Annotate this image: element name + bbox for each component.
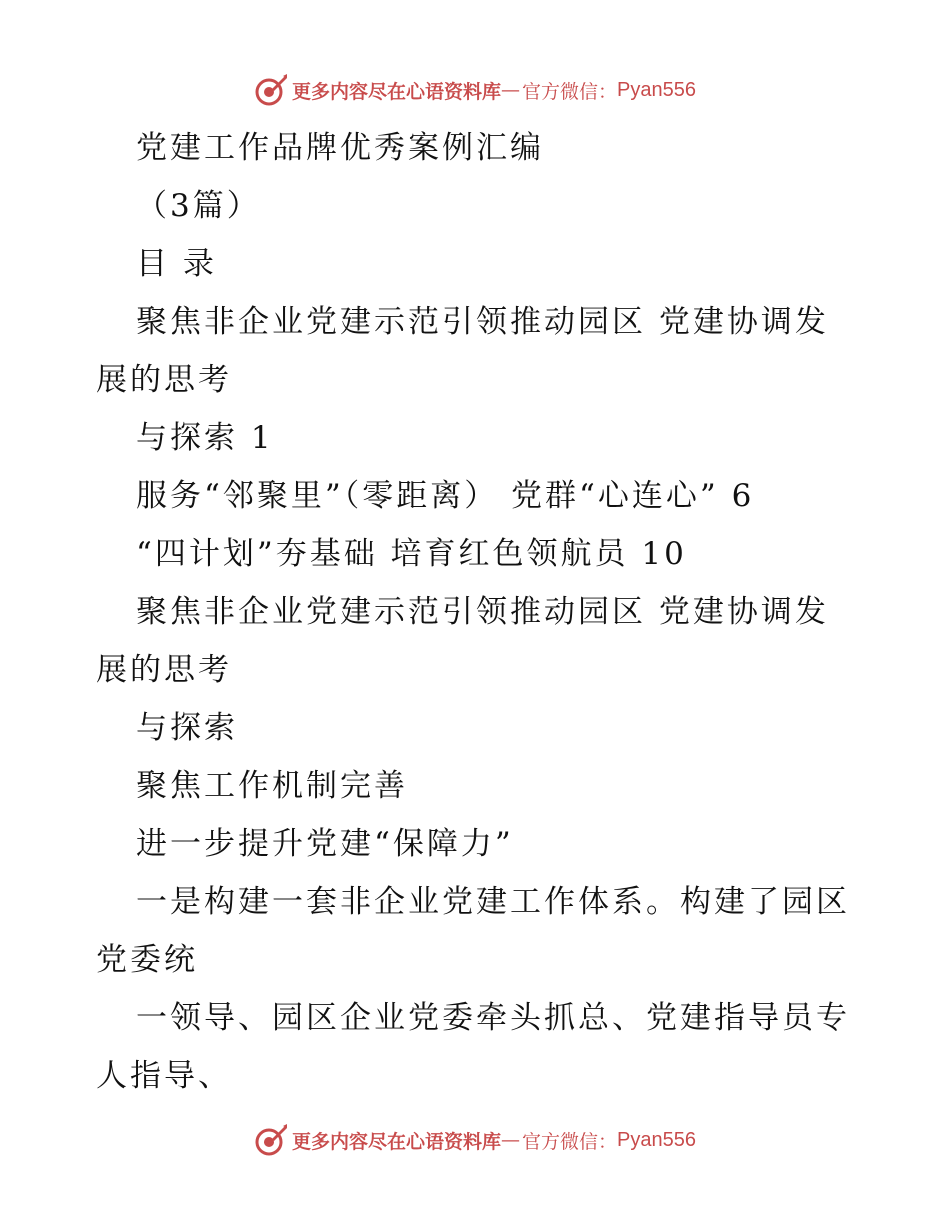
banner-wechat-label: 官方微信： bbox=[522, 1130, 618, 1153]
banner-dash: — bbox=[501, 1129, 521, 1151]
text-line: 一领导、园区企业党委牵头抓总、党建指导员专 bbox=[136, 1000, 850, 1036]
banner-main-text: 更多内容尽在心语资料库 bbox=[292, 1130, 502, 1153]
text-line: 服务“邻聚里”（零距离） 党群“心连心” 6 bbox=[136, 478, 755, 514]
text-line: 党建工作品牌优秀案例汇编 bbox=[136, 130, 544, 166]
text-line: “四计划”夯基础 培育红色领航员 10 bbox=[136, 536, 687, 572]
logo-icon bbox=[254, 1123, 288, 1157]
text-line: 人指导、 bbox=[96, 1058, 232, 1094]
text-line: 与探索 bbox=[136, 710, 238, 746]
text-line: 聚焦非企业党建示范引领推动园区 党建协调发 bbox=[136, 304, 829, 340]
header-banner bbox=[0, 70, 950, 110]
banner-wechat-id: Pyan556 bbox=[617, 78, 696, 101]
text-line: 展的思考 bbox=[96, 362, 232, 398]
text-line: 一是构建一套非企业党建工作体系。构建了园区 bbox=[136, 884, 850, 920]
text-line: 与探索 1 bbox=[136, 420, 274, 456]
document-body bbox=[96, 119, 896, 1105]
text-line: 聚焦非企业党建示范引领推动园区 党建协调发 bbox=[136, 594, 829, 630]
banner-dash: — bbox=[501, 79, 521, 101]
text-line: 聚焦工作机制完善 bbox=[136, 768, 408, 804]
text-line: （3篇） bbox=[136, 188, 261, 224]
banner-main-text: 更多内容尽在心语资料库 bbox=[292, 80, 502, 103]
banner-wechat-label: 官方微信： bbox=[522, 80, 618, 103]
text-line: 进一步提升党建“保障力” bbox=[136, 826, 514, 862]
logo-icon bbox=[254, 73, 288, 107]
footer-banner bbox=[0, 1120, 950, 1160]
text-line: 党委统 bbox=[96, 942, 198, 978]
text-line: 展的思考 bbox=[96, 652, 232, 688]
text-line: 目 录 bbox=[136, 246, 217, 282]
banner-wechat-id: Pyan556 bbox=[617, 1128, 696, 1151]
